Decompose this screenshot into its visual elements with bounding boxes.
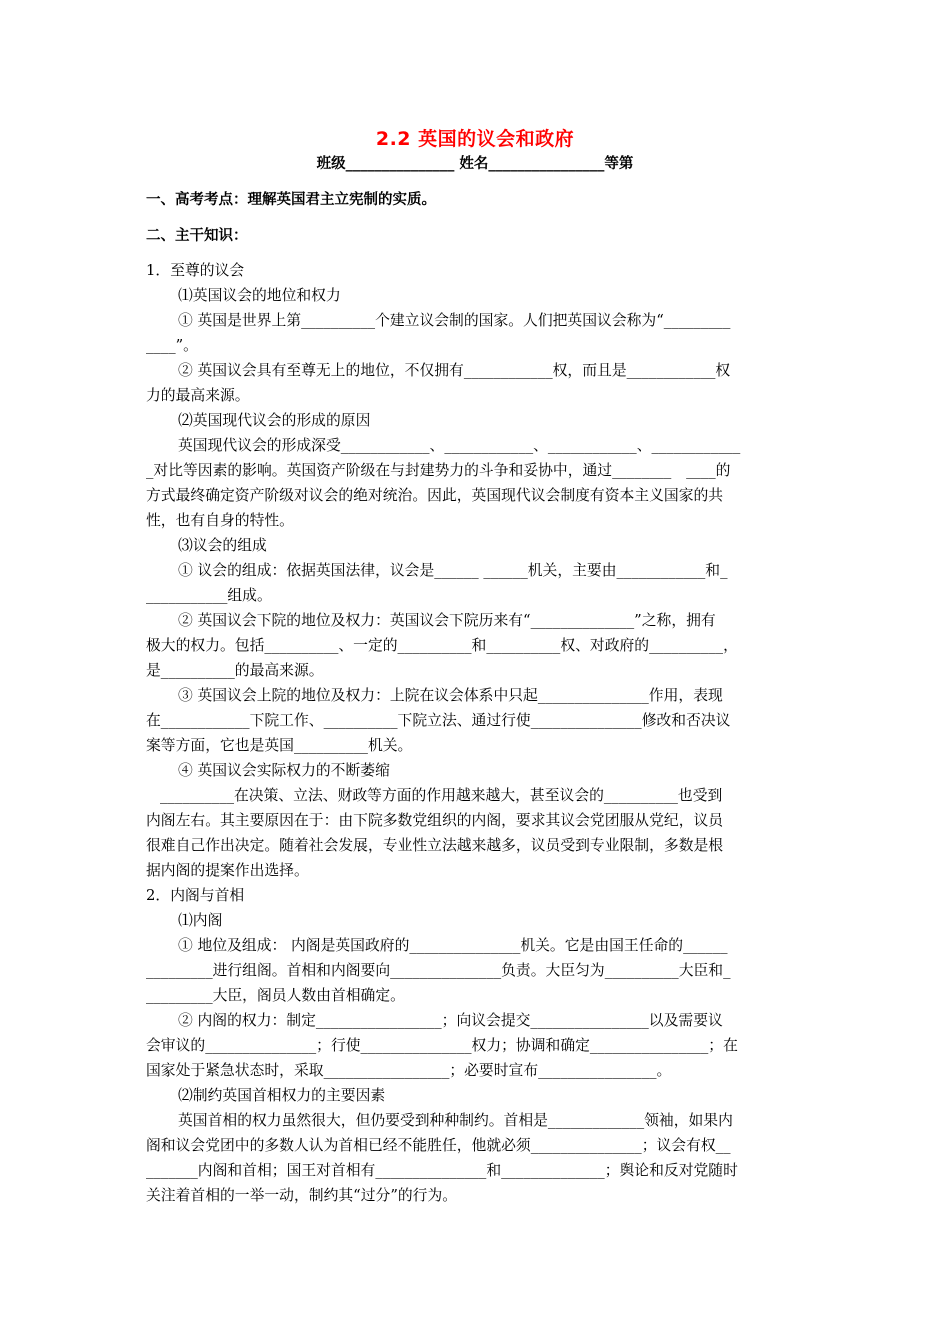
text-line: ⑵制约英国首相权力的主要因素 [178,1087,386,1104]
text-line: ⑴内阁 [178,912,223,929]
text-line: 会审议的_______________；行使_______________权力；协调和确定________________；在 [146,1037,738,1054]
text-line: ② 内阁的权力：制定_________________；向议会提交________________以及需要议 [178,1012,723,1029]
text-line: __________在决策、立法、财政等方面的作用越来越大，甚至议会的__________也受到 [160,787,723,804]
text-line: 性，也有自身的特性。 [146,512,294,529]
text-line: 是__________的最高来源。 [146,662,324,679]
text-line: ② 英国议会具有至尊无上的地位，不仅拥有____________权，而且是____________权 [178,362,731,379]
text-line: 内阁左右。其主要原因在于：由下院多数党组织的内阁，要求其议会党团服从党纪，议员 [146,812,724,829]
text-line: ③ 英国议会上院的地位及权力：上院在议会体系中只起_______________作用，表现 [178,687,723,704]
text-line: 1．至尊的议会 [146,262,245,279]
text-line: 很难自己作出决定。随着社会发展，专业性立法越来越多，议员受到专业限制，多数是根 [146,837,724,854]
main-knowledge-heading: 二、主干知识： [146,228,248,244]
text-line: _________进行组阁。首相和内阁要向_______________负责。大臣匀为__________大臣和_ [146,962,731,979]
exam-point-heading: 一、高考考点：理解英国君主立宪制的实质。 [146,192,436,208]
page-title: 2.2 英国的议会和政府 [375,128,575,150]
text-line: 在____________下院工作、__________下院立法、通过行使_______________修改和否决议 [146,712,731,729]
text-line: ⑵英国现代议会的形成的原因 [178,412,371,429]
text-line: ④ 英国议会实际权力的不断萎缩 [178,762,390,779]
student-info-line: 班级_______________ 姓名________________等第 [316,156,634,172]
text-line: ⑶议会的组成 [178,537,267,554]
text-line: 案等方面，它也是英国__________机关。 [146,737,413,754]
text-line: ⑴英国议会的地位和权力 [178,287,341,304]
text-line: 方式最终确定资产阶级对议会的绝对统治。因此，英国现代议会制度有资本主义国家的共 [146,487,724,504]
text-line: 阁和议会党团中的多数人认为首相已经不能胜任，他就必须_______________；议会有权__ [146,1137,731,1154]
text-line: ____”。 [146,337,198,354]
text-line: 国家处于紧急状态时，采取_________________；必要时宣布________________。 [146,1062,672,1079]
text-line: 2．内阁与首相 [146,887,245,904]
text-line: _对比等因素的影响。英国资产阶级在与封建势力的斗争和妥协中，通过________ ____的 [146,462,731,479]
text-line: ___________组成。 [146,587,272,604]
text-line: _________大臣，阁员人数由首相确定。 [146,987,405,1004]
text-line: 英国现代议会的形成深受____________、____________、____________、____________ [178,437,741,454]
text-line: _______内阁和首相；国王对首相有_______________和______________；舆论和反对党随时 [146,1162,738,1179]
text-line: 关注着首相的一举一动，制约其“过分”的行为。 [146,1187,458,1204]
text-line: 据内阁的提案作出选择。 [146,862,309,879]
text-line: 力的最高来源。 [146,387,250,404]
text-line: ① 地位及组成： 内阁是英国政府的_______________机关。它是由国王任命的______ [178,937,728,954]
text-line: 极大的权力。包括__________、一定的__________和__________权、对政府的__________， [146,637,738,654]
text-line: ① 英国是世界上第__________个建立议会制的国家。人们把英国议会称为“_________ [178,312,731,329]
text-line: ① 议会的组成：依据英国法律，议会是______ ______机关，主要由____________和_ [178,562,728,579]
text-line: ② 英国议会下院的地位及权力：英国议会下院历来有“______________”之称，拥有 [178,612,716,629]
text-line: 英国首相的权力虽然很大，但仍要受到种种制约。首相是_____________领袖，如果内 [178,1112,733,1129]
